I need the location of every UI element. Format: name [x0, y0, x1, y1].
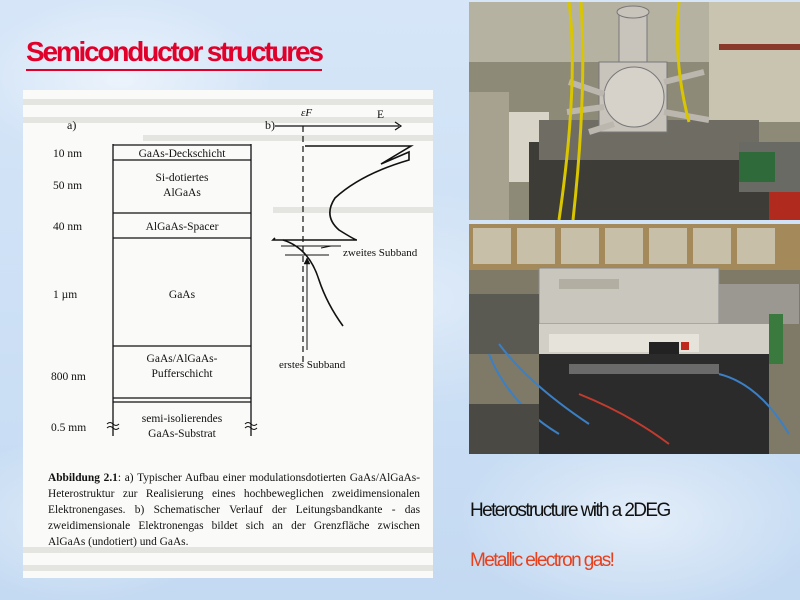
electron-gas-text: Metallic electron gas!: [470, 550, 614, 571]
layer-buffer-line2: Pufferschicht: [151, 368, 213, 380]
label-b: b): [265, 118, 275, 132]
thickness-10nm: 10 nm: [53, 148, 83, 160]
layer-spacer: AlGaAs-Spacer: [145, 221, 219, 233]
energy-axis-label: E: [377, 109, 385, 121]
heterostructure-figure: [23, 90, 433, 578]
thickness-05mm: 0.5 mm: [51, 422, 87, 434]
layer-doped-line2: AlGaAs: [163, 187, 201, 199]
thickness-1um: 1 µm: [53, 289, 78, 301]
label-a: a): [67, 118, 77, 132]
second-subband-label: zweites Subband: [343, 247, 418, 259]
layer-substrate-line2: GaAs-Substrat: [148, 428, 216, 440]
layer-buffer-line1: GaAs/AlGaAs-: [146, 353, 218, 365]
layer-substrate-line1: semi-isolierendes: [141, 413, 223, 425]
electronics-rack-photo: [469, 224, 800, 454]
caption-label: Abbildung 2.1: [48, 472, 118, 484]
mbe-chamber-photo: [469, 2, 800, 220]
band-diagram: [273, 122, 411, 362]
mbe-chamber-illustration: [469, 2, 800, 220]
fermi-energy-label: εF: [301, 107, 313, 119]
first-subband-label: erstes Subband: [279, 359, 346, 371]
layer-gaas: GaAs: [168, 289, 196, 301]
heterostructure-text: Heterostructure with a 2DEG: [470, 500, 670, 521]
slide-title: Semiconductor structures: [26, 36, 322, 71]
caption-text: : a) Typischer Aufbau einer modulationsdotierten GaAs/AlGaAs-Heterostruktur zur Realisierung eines hochbeweglichen zweidimensionalen Elektronengases. b) Schematischer Verlauf der Leitungsbandkante - das zweidimensionale Elektronengas bildet sich an der Grenzfläche zwischen AlGaAs (undotiert) und GaAs.: [48, 472, 420, 548]
thickness-800nm: 800 nm: [51, 371, 86, 383]
figure-caption: [48, 470, 420, 550]
electronics-rack-illustration: [469, 224, 800, 454]
layer-doped-line1: Si-dotiertes: [155, 172, 209, 184]
layer-cap: GaAs-Deckschicht: [138, 148, 226, 160]
thickness-50nm: 50 nm: [53, 180, 83, 192]
thickness-40nm: 40 nm: [53, 221, 83, 233]
